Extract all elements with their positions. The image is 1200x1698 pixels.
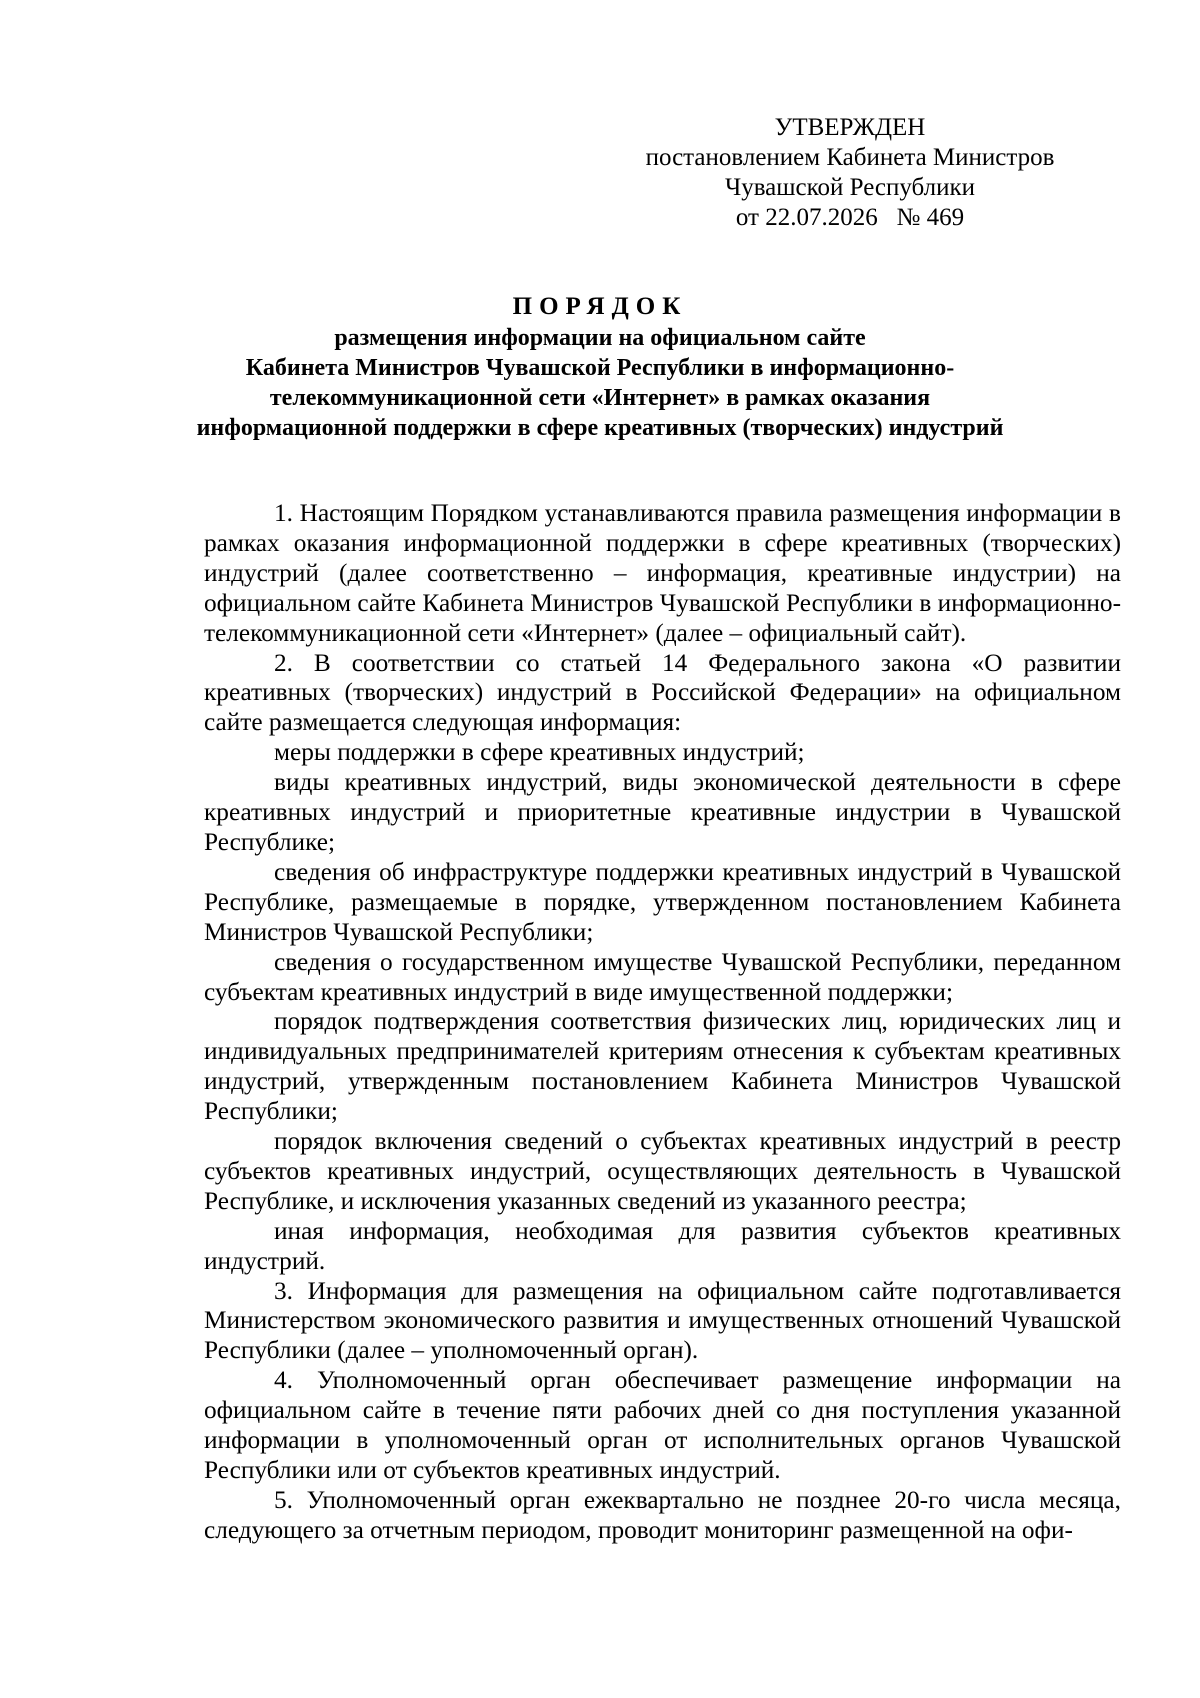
paragraph-5: 5. Уполномоченный орган ежеквартально не позднее 20-го числа месяца, следующего за отчетным периодом, проводит мониторинг размещенной на офи- [204,1485,1121,1544]
document-heading [160,292,1040,443]
approval-status: УТВЕРЖДЕН [774,114,926,141]
subtitle-line: размещения информации на официальном сайте [334,325,866,351]
approval-line-2: Чувашской Республики [724,174,976,201]
paragraph-2: 2. В соответствии со статьей 14 Федерального закона «О развитии креативных (творческих) индустрий в Российской Федерации» на официальном сайте размещается следующая информация: [204,648,1121,737]
approval-date-number: от 22.07.2026 № 469 [735,204,965,231]
document-body [204,499,1121,1546]
paragraph-3: 3. Информация для размещения на официальном сайте подготавливается Министерством экономического развития и имущественных отношений Чувашской Республики (далее – уполномоченный орган). [204,1276,1121,1365]
subtitle-line: телекоммуникационной сети «Интернет» в рамках оказания [269,385,931,411]
list-item-industry-types: виды креативных индустрий, виды экономической деятельности в сфере креативных индустрий и приоритетные креативные индустрии в Чувашской Республике; [204,768,1121,856]
list-item-support-measures: меры поддержки в сфере креативных индустрий; [274,738,805,767]
list-item-conformity-procedure: порядок подтверждения соответствия физических лиц, юридических лиц и индивидуальных предпринимателей критериям отнесения к субъектам креативных индустрий, утвержденным постановлением Кабинета Министров Чувашской Республики; [204,1007,1121,1126]
paragraph-4: 4. Уполномоченный орган обеспечивает размещение информации на официальном сайте в течение пяти рабочих дней со дня поступления указанной информации в уполномоченный орган от исполнительных органов Чувашской Республики или от субъектов креативных индустрий. [204,1366,1121,1484]
list-item-state-property: сведения о государственном имуществе Чувашской Республики, переданном субъектам креативных индустрий в виде имущественной поддержки; [204,947,1121,1006]
approval-line-1: постановлением Кабинета Министров [645,144,1055,171]
document-subtitle [160,323,1040,443]
list-item-other-info: иная информация, необходимая для развития субъектов креативных индустрий. [204,1216,1121,1275]
approval-stamp [640,113,1060,233]
list-item-infrastructure: сведения об инфраструктуре поддержки креативных индустрий в Чувашской Республике, размещаемые в порядке, утвержденном постановлением Кабинета Министров Чувашской Республики; [204,857,1121,946]
document-title: ПОРЯДОК [512,293,688,320]
subtitle-line: Кабинета Министров Чувашской Республики в информационно- [245,355,955,381]
paragraph-1: 1. Настоящим Порядком устанавливаются правила размещения информации в рамках оказания информационной поддержки в сфере креативных (творческих) индустрий (далее соответственно – информация, креативные индустрии) на официальном сайте Кабинета Министров Чувашской Республики в информационно-телекоммуникационной сети «Интернет» (далее – официальный сайт). [204,499,1121,647]
subtitle-line: информационной поддержки в сфере креативных (творческих) индустрий [196,415,1004,441]
list-item-registry-procedure: порядок включения сведений о субъектах креативных индустрий в реестр субъектов креативных индустрий, осуществляющих деятельность в Чувашской Республике, и исключения указанных сведений из указанного реестра; [204,1127,1121,1215]
